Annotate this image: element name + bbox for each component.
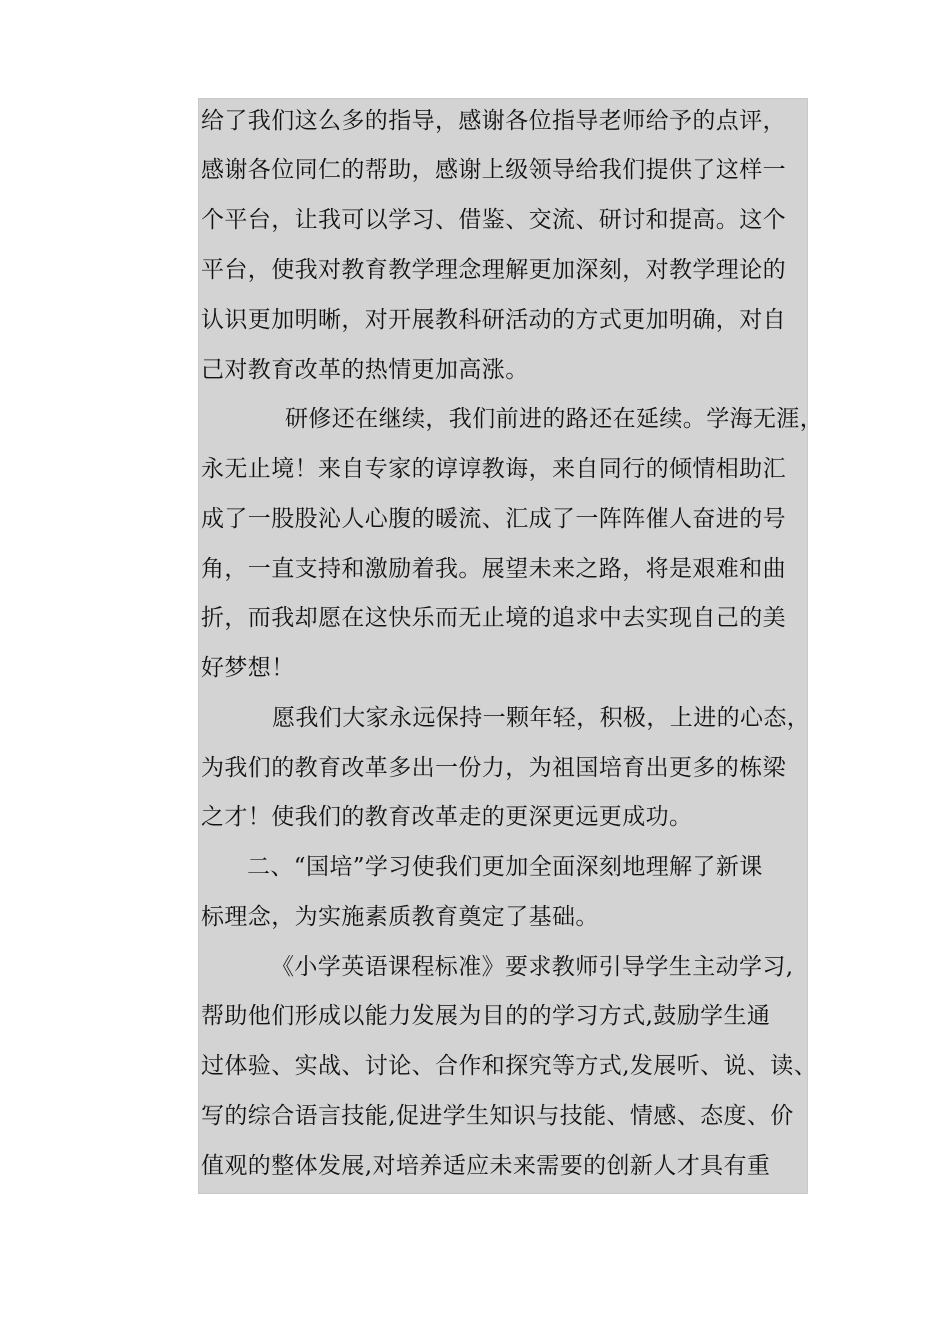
text-line: 之才！使我们的教育改革走的更深更远更成功。 xyxy=(201,804,693,830)
section-heading-line: 标理念，为实施素质教育奠定了基础。 xyxy=(201,904,599,930)
text-line: 过体验、实战、讨论、合作和探究等方式,发展听、说、读、 xyxy=(201,1053,818,1079)
text-line: 写的综合语言技能,促进学生知识与技能、情感、态度、价 xyxy=(201,1103,794,1129)
text-line: 永无止境！来自专家的谆谆教诲，来自同行的倾情相助汇 xyxy=(201,456,786,482)
text-line: 帮助他们形成以能力发展为目的的学习方式,鼓励学生通 xyxy=(201,1003,771,1029)
paragraph-first-line: 愿我们大家永远保持一颗年轻，积极，上进的心态， xyxy=(272,705,811,731)
text-line: 平台，使我对教育教学理念理解更加深刻，对教学理论的 xyxy=(201,257,786,283)
text-line: 认识更加明晰，对开展教科研活动的方式更加明确，对自 xyxy=(201,307,786,333)
paragraph-first-line: 研修还在继续，我们前进的路还在延续。学海无涯， xyxy=(285,406,824,432)
text-line: 感谢各位同仁的帮助，感谢上级领导给我们提供了这样一 xyxy=(201,157,786,183)
text-line: 己对教育改革的热情更加高涨。 xyxy=(201,357,529,383)
text-line: 值观的整体发展,对培养适应未来需要的创新人才具有重 xyxy=(201,1153,771,1179)
document-page xyxy=(198,98,824,1194)
text-line: 给了我们这么多的指导，感谢各位指导老师给予的点评， xyxy=(201,108,786,134)
text-line: 折，而我却愿在这快乐而无止境的追求中去实现自己的美 xyxy=(201,605,786,631)
text-line: 成了一股股沁人心腹的暖流、汇成了一阵阵催人奋进的号 xyxy=(201,506,786,532)
text-line: 角，一直支持和激励着我。展望未来之路，将是艰难和曲 xyxy=(201,556,786,582)
section-heading-line: 二、“国培”学习使我们更加全面深刻地理解了新课 xyxy=(247,854,763,880)
text-line: 好梦想！ xyxy=(201,655,295,681)
paragraph-first-line: 《小学英语课程标准》要求教师引导学生主动学习, xyxy=(271,954,794,980)
text-line: 为我们的教育改革多出一份力，为祖国培育出更多的栋梁 xyxy=(201,755,786,781)
text-line: 个平台，让我可以学习、借鉴、交流、研讨和提高。这个 xyxy=(201,207,786,233)
